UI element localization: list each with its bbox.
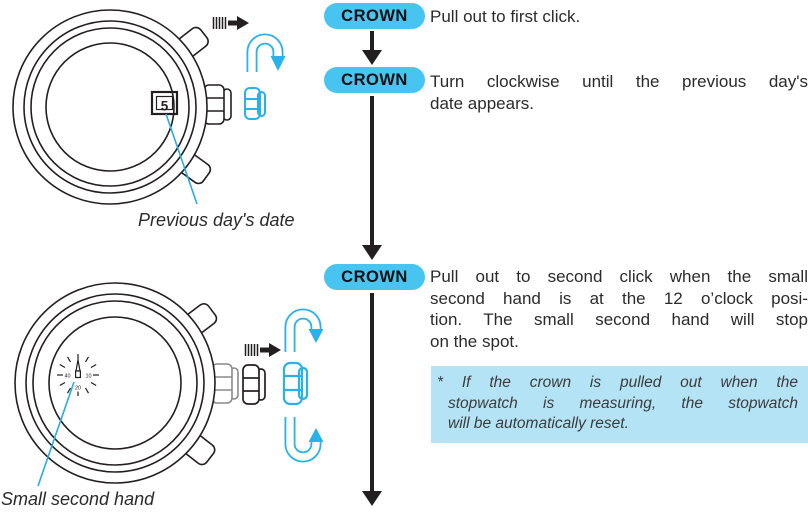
pull-out-arrow-icon xyxy=(214,16,250,30)
step-2-line: date appears. xyxy=(430,93,534,113)
step-3-text xyxy=(430,266,808,352)
pull-out-arrow-icon xyxy=(246,343,282,357)
step-3-line: on the spot. xyxy=(430,331,519,351)
crown-step-1-badge: CROWN xyxy=(324,3,425,29)
step-1-text xyxy=(430,6,808,28)
crown-step-2-badge: CROWN xyxy=(324,67,425,93)
crown-normal-icon xyxy=(204,85,231,124)
step-2-line: Turn clockwise until the previous day's xyxy=(430,72,808,91)
subdial-number-40: 40 xyxy=(64,373,71,380)
crown-second-click-icon xyxy=(243,365,265,404)
flow-arrow-1-head xyxy=(362,50,382,65)
crown-first-click-icon xyxy=(245,88,265,119)
step-3-line: Pull out to second click when the small xyxy=(430,267,808,286)
flow-arrow-3 xyxy=(370,293,374,492)
step-2-text xyxy=(430,71,808,114)
flow-arrow-2-head xyxy=(362,245,382,260)
stopwatch-reset-note xyxy=(431,366,808,443)
label-previous-days-date: Previous day's date xyxy=(138,210,295,230)
note-line: * If the crown is pulled out when the xyxy=(437,374,798,391)
flow-arrow-2 xyxy=(370,96,374,246)
watch-case-outer xyxy=(15,283,215,483)
crown-step-3-badge: CROWN xyxy=(324,264,425,290)
crown-normal-icon xyxy=(212,364,238,403)
step-1-line: Pull out to first click. xyxy=(430,7,581,26)
step-3-line: tion. The small second hand will stop xyxy=(430,310,808,329)
watch-diagram-bottom xyxy=(0,272,335,494)
label-small-second-hand: Small second hand xyxy=(1,489,155,509)
rotate-clockwise-arrow-icon xyxy=(252,39,286,72)
note-line: will be automatically reset. xyxy=(448,415,629,432)
rotate-counterclockwise-arrow-icon xyxy=(290,417,324,457)
subdial-number-10: 10 xyxy=(85,373,92,380)
crown-pulled-blue-icon xyxy=(284,363,307,404)
note-line: stopwatch is measuring, the stopwatch xyxy=(448,394,798,412)
date-value: 5 xyxy=(160,98,169,114)
subdial-number-20: 20 xyxy=(74,385,82,392)
rotate-clockwise-arrow-icon xyxy=(290,314,324,352)
flow-arrow-1 xyxy=(370,31,374,51)
flow-arrow-3-head xyxy=(362,491,382,506)
step-3-line: second hand is at the 12 o’clock posi- xyxy=(430,288,808,308)
